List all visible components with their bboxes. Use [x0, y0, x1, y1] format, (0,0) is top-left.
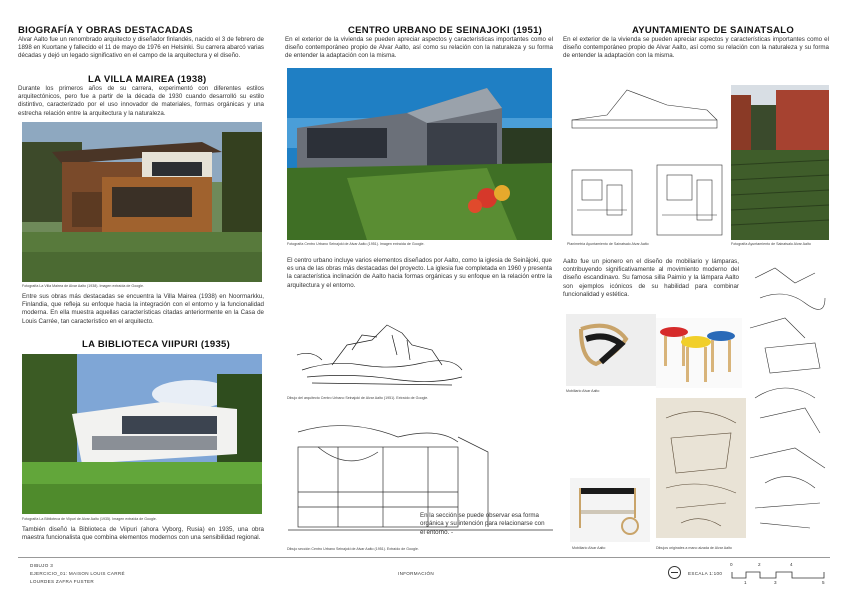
- scale-label: ESCALA 1:100: [688, 571, 723, 576]
- seinajoki-text: El centro urbano incluye varios elementos diseñados por Aalto, como la iglesia de Seinäjoki, que es una de las obras más destacadas del proyecto. La iglesia fue completada en 1960 y presenta la característica inclinación de Aalto hacia formas orgánicas y su enfoque en la relación entre la arquitectura y el entorno.: [287, 257, 552, 289]
- bio-text: Alvar Aalto fue un renombrado arquitecto y diseñador finlandés, nacido el 3 de febrero de 1898 en Kuortane y fallecido el 11 de mayo de 1976 en Helsinki. Su carrera abarcó varias décadas y dejó un legado significativo en el campo de la arquitectura y el diseño.: [18, 36, 264, 60]
- paimio-chair-photo: [566, 314, 656, 386]
- mairea-text: Durante los primeros años de su carrera, experimentó con diferentes estilos arquitectónicos, pero fue a partir de la década de 1930 cuando desarrolló su estilo distintivo, caracterizado por el uso innovador de materiales, formas orgánicas y una estrecha relación entre la arquitectura y la naturaleza.: [18, 85, 264, 117]
- sainatsalo-plans: [567, 85, 727, 240]
- footer-center: INFORMACIÓN: [398, 571, 434, 576]
- tea-trolley-photo: [570, 478, 650, 542]
- footer-author: LOURDES ZAFRA FUSTER: [30, 579, 94, 584]
- hand-sketches: [745, 258, 831, 544]
- stools-photo: [656, 318, 742, 388]
- seinajoki-photo-caption: Fotografía Centro Urbano Seinajoki de Alvar Aalto (1951). Imagen extraída de Google.: [287, 242, 425, 246]
- viipuri-title: LA BIBLIOTECA VIIPURI (1935): [82, 339, 231, 350]
- sainatsalo-photo-caption: Fotografía Ayuntamiento de Sainatsalo Alvar Aalto: [731, 242, 811, 246]
- footer-subject: DIBUJO 3: [30, 563, 54, 568]
- viipuri-library-photo: [22, 354, 262, 514]
- footer-exercise: EJERCICIO_01: MAISON LOUIS CARRÉ: [30, 571, 125, 576]
- scale-tick-5: 5: [822, 580, 825, 585]
- viipuri-text: También diseñó la Biblioteca de Viipuri (ahora Vyborg, Rusia) en 1935, una obra maestra funcionalista que combina elementos modernos con una sensibilidad regional.: [22, 526, 264, 542]
- seinajoki-sketch-caption: Dibujo del arquitecto Centro Urbano Seinajoki de Alvar Aalto (1951). Extraído de Google.: [287, 396, 429, 400]
- seinajoki-photo: [287, 68, 552, 240]
- north-arrow-icon: [668, 566, 681, 579]
- sainatsalo-title: AYUNTAMIENTO DE SAINATSALO: [632, 25, 795, 36]
- scale-tick-1: 1: [744, 580, 747, 585]
- seinajoki-section-caption: Dibujo sección Centro Urbano Seinajoki de Alvar Aalto (1951). Extraído de Google.: [287, 547, 419, 551]
- mairea-text-2: Entre sus obras más destacadas se encuentra la Villa Mairea (1938) en Noormarkku, Finlandia, que refleja su enfoque hacia la integración con el entorno y la funcionalidad moderna. En ella muestra aquellas características citadas anteriormente en la Casa de Louis Carrée, tan característico en el arquitecto.: [22, 293, 264, 325]
- scale-tick-3: 3: [774, 580, 777, 585]
- viipuri-caption: Fotografía La Biblioteca de Viipuri de Alvar Aalto (1935). Imagen extraída de Google.: [22, 517, 157, 521]
- seinajoki-intro: En el exterior de la vivienda se pueden apreciar aspectos y características importantes como el diseño contemporáneo propio de Alvar Aalto, así como su relación con la naturaleza y su forma de entender la adaptación con la misma.: [285, 36, 553, 60]
- scale-bar: [730, 562, 830, 588]
- footer-divider: [18, 557, 830, 558]
- sketches-caption: Dibujos originales a mano alzada de Alvar Aalto: [656, 546, 732, 550]
- cart-caption: Mobiliario Alvar Aalto: [572, 546, 606, 550]
- furniture-text: Aalto fue un pionero en el diseño de mobiliario y lámparas, contribuyendo significativamente al movimiento moderno del diseño escandinavo. Su famosa silla Paimio y la lámpara Aalto son ejemplos icónicos de su habilidad para combinar funcionalidad y estética.: [563, 258, 739, 298]
- seinajoki-title: CENTRO URBANO DE SEINAJOKI (1951): [348, 25, 543, 36]
- scale-tick-2: 2: [758, 562, 761, 567]
- sainatsalo-photo: [731, 85, 829, 240]
- bio-title: BIOGRAFÍA Y OBRAS DESTACADAS: [18, 25, 193, 36]
- chair-caption: Mobiliario Alvar Aalto: [566, 389, 600, 393]
- seinajoki-sketch: [292, 315, 468, 393]
- scale-tick-0: 0: [730, 562, 733, 567]
- sainatsalo-intro: En el exterior de la vivienda se pueden apreciar aspectos y características importantes como el diseño contemporáneo propio de Alvar Aalto, así como su relación con la naturaleza y su forma de entender la adaptación con la misma.: [563, 36, 829, 60]
- scale-tick-4: 4: [790, 562, 793, 567]
- villa-mairea-photo: [22, 122, 262, 282]
- mairea-caption: Fotografía La Villa Mairea de Alvar Aalto (1938). Imagen extraída de Google.: [22, 284, 144, 288]
- mairea-title: LA VILLA MAIREA (1938): [88, 74, 207, 85]
- original-drawings: [656, 398, 746, 538]
- plans-caption: Planimetría Ayuntamiento de Sainatsalo Alvar Aalto: [567, 242, 649, 246]
- section-note: En la sección se puede observar esa forma orgánica y su intención para relacionarse con el entorno. -: [420, 512, 545, 536]
